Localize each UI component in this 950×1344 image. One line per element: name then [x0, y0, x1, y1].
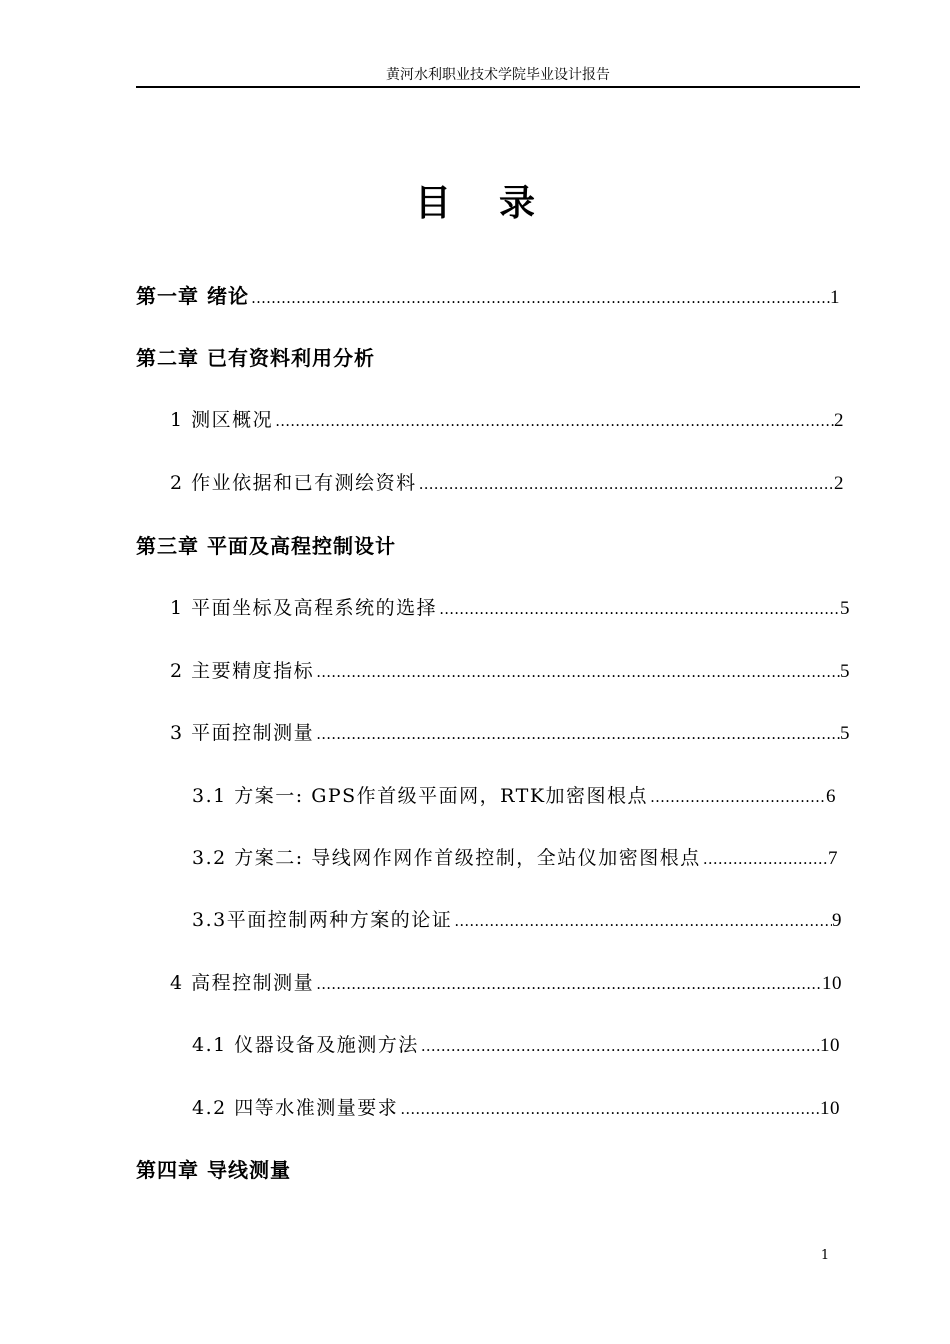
header-rule [136, 86, 860, 88]
toc-entry-page: 6 [826, 786, 836, 807]
toc-title: 目录 [414, 183, 583, 224]
toc-entry-chapter-3[interactable] [136, 531, 396, 561]
toc-entry-page: 2 [834, 473, 844, 494]
toc-dot-leader [452, 906, 832, 936]
toc-entry-label: 2 作业依据和已有测绘资料 [170, 472, 417, 494]
toc-entry-page: 1 [830, 287, 840, 308]
toc-entry-page: 10 [822, 973, 842, 994]
toc-entry-label: 3 平面控制测量 [170, 722, 315, 744]
toc-dot-leader [419, 1031, 820, 1061]
toc-dot-leader [398, 1094, 820, 1124]
toc-dot-leader [648, 782, 826, 812]
toc-entry-subsection[interactable] [192, 905, 842, 935]
toc-entry-page: 7 [828, 848, 838, 869]
toc-entry-label: 第一章 绪论 [136, 284, 249, 308]
page-number: 1 [820, 1248, 830, 1263]
toc-entry-label: 3.3平面控制两种方案的论证 [192, 909, 453, 931]
toc-entry-section[interactable] [170, 718, 850, 748]
toc-entry-section[interactable] [170, 405, 844, 435]
toc-entry-page: 10 [820, 1098, 840, 1119]
toc-entry-section[interactable] [170, 656, 850, 686]
toc-entry-page: 9 [832, 910, 842, 931]
toc-dot-leader [273, 406, 834, 436]
toc-entry-label: 3.1 方案一: GPS作首级平面网，RTK加密图根点 [192, 785, 649, 807]
toc-entry-label: 4.1 仪器设备及施测方法 [192, 1034, 419, 1056]
toc-entry-subsection[interactable] [192, 781, 836, 811]
toc-entry-section[interactable] [170, 968, 842, 998]
toc-dot-leader [314, 657, 840, 687]
toc-entry-section[interactable] [170, 468, 844, 498]
toc-entry-subsection[interactable] [192, 843, 838, 873]
toc-entry-label: 3.2 方案二: 导线网作网作首级控制，全站仪加密图根点 [192, 847, 701, 869]
toc-dot-leader [701, 844, 828, 874]
toc-dot-leader [437, 594, 840, 624]
toc-entry-label: 2 主要精度指标 [170, 660, 315, 682]
toc-dot-leader [314, 969, 822, 999]
toc-entry-chapter-1[interactable] [136, 281, 840, 311]
toc-dot-leader [417, 469, 834, 499]
toc-entry-label: 第三章 平面及高程控制设计 [136, 534, 396, 558]
toc-entry-page: 5 [840, 723, 850, 744]
toc-entry-label: 第四章 导线测量 [136, 1158, 291, 1182]
toc-entry-section[interactable] [170, 593, 850, 623]
toc-entry-subsection[interactable] [192, 1030, 840, 1060]
toc-entry-chapter-2[interactable] [136, 343, 375, 373]
toc-entry-page: 5 [840, 661, 850, 682]
toc-entry-label: 1 测区概况 [170, 409, 274, 431]
toc-entry-page: 5 [840, 598, 850, 619]
toc-entry-subsection[interactable] [192, 1093, 840, 1123]
toc-entry-label: 1 平面坐标及高程系统的选择 [170, 597, 438, 619]
toc-dot-leader [314, 719, 840, 749]
toc-entry-label: 4 高程控制测量 [170, 972, 315, 994]
toc-entry-chapter-4[interactable] [136, 1155, 291, 1185]
running-header: 黄河水利职业技术学院毕业设计报告 [386, 67, 610, 83]
toc-dot-leader [249, 283, 830, 313]
toc-entry-page: 2 [834, 410, 844, 431]
toc-entry-label: 第二章 已有资料利用分析 [136, 346, 375, 370]
toc-entry-label: 4.2 四等水准测量要求 [192, 1097, 399, 1119]
toc-entry-page: 10 [820, 1035, 840, 1056]
